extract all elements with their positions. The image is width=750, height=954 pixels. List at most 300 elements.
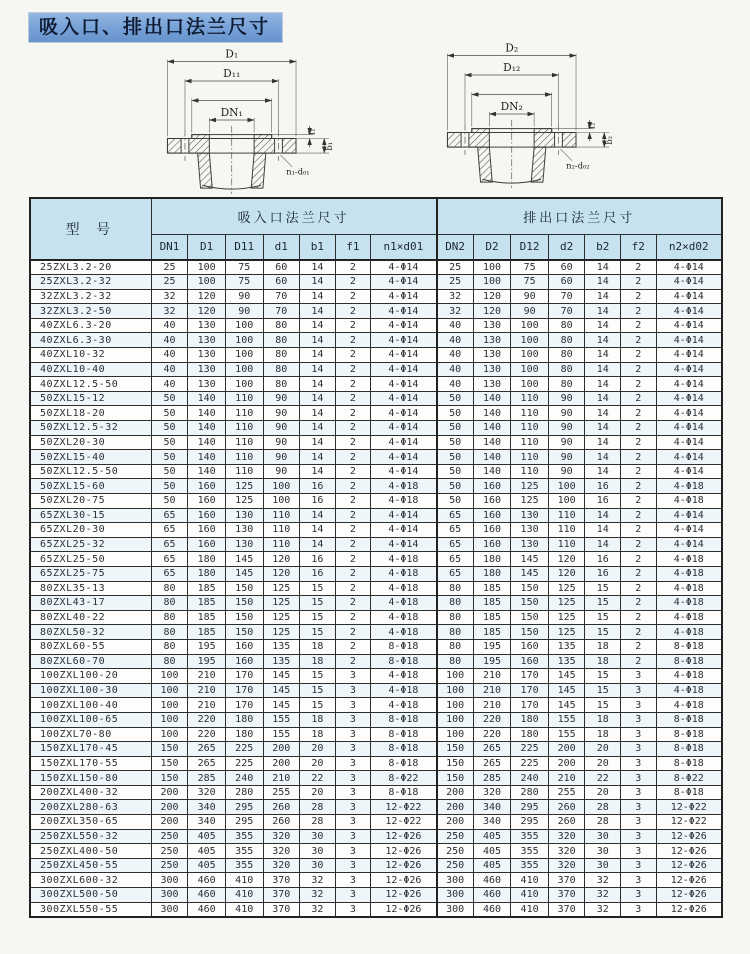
value-cell: 180 — [511, 727, 549, 742]
value-cell: 4-Φ14 — [656, 304, 722, 319]
value-cell: 130 — [188, 377, 226, 392]
suction-group-header: 吸入口法兰尺寸 — [151, 198, 436, 234]
value-cell: 80 — [263, 318, 300, 333]
table-row — [30, 873, 722, 888]
value-cell: 100 — [263, 479, 300, 494]
value-cell: 195 — [473, 654, 511, 669]
value-cell: 65 — [151, 508, 188, 523]
model-cell: 50ZXL12.5-50 — [30, 464, 151, 479]
col-header-b2: b2 — [585, 234, 621, 260]
value-cell: 14 — [585, 391, 621, 406]
value-cell: 4-Φ14 — [656, 348, 722, 363]
value-cell: 155 — [548, 712, 585, 727]
value-cell: 14 — [585, 523, 621, 538]
value-cell: 280 — [225, 785, 263, 800]
table-row — [30, 391, 722, 406]
value-cell: 16 — [300, 479, 336, 494]
value-cell: 2 — [621, 362, 657, 377]
col-header-dn2: DN2 — [437, 234, 474, 260]
value-cell: 50 — [151, 494, 188, 509]
value-cell: 40 — [151, 362, 188, 377]
value-cell: 120 — [263, 552, 300, 567]
col-header-f1: f1 — [335, 234, 371, 260]
value-cell: 320 — [263, 858, 300, 873]
value-cell: 65 — [151, 552, 188, 567]
flange-cross-section — [167, 126, 296, 194]
value-cell: 3 — [621, 771, 657, 786]
value-cell: 145 — [548, 669, 585, 684]
value-cell: 14 — [300, 391, 336, 406]
value-cell: 3 — [335, 815, 371, 830]
table-row — [30, 450, 722, 465]
value-cell: 4-Φ14 — [656, 421, 722, 436]
value-cell: 4-Φ14 — [656, 537, 722, 552]
value-cell: 260 — [263, 815, 300, 830]
value-cell: 3 — [621, 742, 657, 757]
value-cell: 155 — [263, 712, 300, 727]
dim-label-face-height: f₂ — [586, 122, 597, 129]
value-cell: 2 — [621, 537, 657, 552]
value-cell: 75 — [225, 275, 263, 290]
value-cell: 370 — [263, 902, 300, 917]
value-cell: 320 — [263, 829, 300, 844]
value-cell: 100 — [263, 494, 300, 509]
value-cell: 2 — [621, 494, 657, 509]
value-cell: 150 — [437, 742, 474, 757]
value-cell: 250 — [151, 829, 188, 844]
value-cell: 50 — [437, 464, 474, 479]
value-cell: 170 — [225, 669, 263, 684]
value-cell: 50 — [151, 435, 188, 450]
value-cell: 14 — [300, 523, 336, 538]
value-cell: 12-Φ26 — [371, 858, 437, 873]
table-row — [30, 260, 722, 275]
value-cell: 405 — [188, 844, 226, 859]
model-cell: 50ZXL15-60 — [30, 479, 151, 494]
value-cell: 3 — [621, 844, 657, 859]
value-cell: 225 — [511, 756, 549, 771]
value-cell: 50 — [437, 450, 474, 465]
value-cell: 8-Φ18 — [656, 727, 722, 742]
value-cell: 40 — [151, 333, 188, 348]
value-cell: 160 — [188, 537, 226, 552]
value-cell: 2 — [621, 625, 657, 640]
value-cell: 160 — [188, 523, 226, 538]
value-cell: 4-Φ14 — [371, 333, 437, 348]
value-cell: 80 — [437, 639, 474, 654]
value-cell: 90 — [548, 435, 585, 450]
value-cell: 28 — [585, 800, 621, 815]
value-cell: 185 — [473, 596, 511, 611]
col-header-dn1: DN1 — [151, 234, 188, 260]
value-cell: 2 — [335, 610, 371, 625]
value-cell: 265 — [188, 756, 226, 771]
value-cell: 80 — [437, 654, 474, 669]
value-cell: 14 — [585, 537, 621, 552]
value-cell: 130 — [225, 508, 263, 523]
value-cell: 100 — [511, 348, 549, 363]
value-cell: 12-Φ22 — [656, 800, 722, 815]
value-cell: 65 — [151, 537, 188, 552]
value-cell: 90 — [548, 421, 585, 436]
value-cell: 320 — [188, 785, 226, 800]
value-cell: 125 — [511, 494, 549, 509]
value-cell: 185 — [188, 610, 226, 625]
value-cell: 160 — [473, 523, 511, 538]
value-cell: 3 — [335, 829, 371, 844]
value-cell: 40 — [437, 318, 474, 333]
value-cell: 4-Φ14 — [656, 377, 722, 392]
value-cell: 140 — [473, 450, 511, 465]
dimension-lines — [167, 48, 334, 177]
value-cell: 125 — [548, 581, 585, 596]
value-cell: 32 — [585, 888, 621, 903]
value-cell: 4-Φ14 — [371, 377, 437, 392]
value-cell: 15 — [300, 683, 336, 698]
value-cell: 370 — [548, 873, 585, 888]
value-cell: 460 — [188, 873, 226, 888]
model-cell: 150ZXL170-55 — [30, 756, 151, 771]
value-cell: 3 — [335, 742, 371, 757]
value-cell: 4-Φ18 — [656, 683, 722, 698]
value-cell: 4-Φ14 — [656, 333, 722, 348]
model-cell: 80ZXL40-22 — [30, 610, 151, 625]
value-cell: 110 — [263, 508, 300, 523]
col-header-d1: D1 — [188, 234, 226, 260]
value-cell: 8-Φ18 — [371, 654, 437, 669]
model-cell: 200ZXL350-65 — [30, 815, 151, 830]
value-cell: 15 — [585, 581, 621, 596]
value-cell: 125 — [548, 610, 585, 625]
value-cell: 370 — [548, 888, 585, 903]
value-cell: 2 — [335, 406, 371, 421]
value-cell: 100 — [225, 333, 263, 348]
model-cell: 40ZXL10-40 — [30, 362, 151, 377]
value-cell: 2 — [335, 377, 371, 392]
table-row — [30, 742, 722, 757]
table-row — [30, 348, 722, 363]
value-cell: 200 — [548, 742, 585, 757]
value-cell: 18 — [300, 639, 336, 654]
model-cell: 80ZXL35-13 — [30, 581, 151, 596]
flange-dimensions-table — [29, 197, 723, 918]
value-cell: 65 — [151, 523, 188, 538]
value-cell: 285 — [473, 771, 511, 786]
value-cell: 4-Φ14 — [371, 421, 437, 436]
dim-label-outer-diameter: D₁ — [225, 47, 239, 61]
value-cell: 20 — [300, 756, 336, 771]
model-cell: 50ZXL20-75 — [30, 494, 151, 509]
model-cell: 40ZXL6.3-20 — [30, 318, 151, 333]
value-cell: 220 — [188, 727, 226, 742]
value-cell: 110 — [511, 421, 549, 436]
value-cell: 20 — [585, 742, 621, 757]
model-cell: 80ZXL60-55 — [30, 639, 151, 654]
value-cell: 25 — [437, 260, 474, 275]
value-cell: 150 — [511, 625, 549, 640]
value-cell: 145 — [225, 566, 263, 581]
value-cell: 170 — [511, 683, 549, 698]
value-cell: 300 — [437, 888, 474, 903]
value-cell: 14 — [585, 450, 621, 465]
value-cell: 15 — [585, 698, 621, 713]
value-cell: 80 — [151, 654, 188, 669]
value-cell: 195 — [188, 639, 226, 654]
value-cell: 200 — [263, 756, 300, 771]
value-cell: 2 — [621, 435, 657, 450]
value-cell: 22 — [300, 771, 336, 786]
value-cell: 145 — [263, 683, 300, 698]
value-cell: 160 — [225, 654, 263, 669]
value-cell: 255 — [263, 785, 300, 800]
value-cell: 2 — [335, 479, 371, 494]
value-cell: 150 — [225, 596, 263, 611]
value-cell: 220 — [473, 712, 511, 727]
value-cell: 150 — [151, 771, 188, 786]
value-cell: 3 — [621, 800, 657, 815]
value-cell: 75 — [511, 260, 549, 275]
value-cell: 295 — [225, 800, 263, 815]
value-cell: 4-Φ14 — [656, 406, 722, 421]
value-cell: 100 — [225, 377, 263, 392]
value-cell: 4-Φ14 — [371, 362, 437, 377]
value-cell: 110 — [511, 464, 549, 479]
value-cell: 4-Φ14 — [371, 523, 437, 538]
value-cell: 40 — [437, 362, 474, 377]
value-cell: 200 — [437, 815, 474, 830]
value-cell: 185 — [188, 596, 226, 611]
value-cell: 110 — [511, 435, 549, 450]
table-row — [30, 508, 722, 523]
value-cell: 14 — [585, 260, 621, 275]
value-cell: 2 — [335, 450, 371, 465]
value-cell: 250 — [437, 844, 474, 859]
value-cell: 100 — [151, 683, 188, 698]
value-cell: 50 — [151, 450, 188, 465]
model-cell: 65ZXL25-32 — [30, 537, 151, 552]
value-cell: 3 — [335, 785, 371, 800]
value-cell: 50 — [437, 391, 474, 406]
value-cell: 3 — [335, 756, 371, 771]
value-cell: 50 — [151, 421, 188, 436]
value-cell: 295 — [511, 815, 549, 830]
value-cell: 150 — [225, 625, 263, 640]
value-cell: 100 — [188, 275, 226, 290]
value-cell: 120 — [548, 566, 585, 581]
value-cell: 100 — [548, 479, 585, 494]
value-cell: 8-Φ18 — [371, 639, 437, 654]
value-cell: 260 — [548, 800, 585, 815]
value-cell: 100 — [511, 333, 549, 348]
dim-label-thickness: b₁ — [324, 141, 335, 151]
value-cell: 410 — [511, 873, 549, 888]
value-cell: 80 — [548, 318, 585, 333]
model-cell: 50ZXL18-20 — [30, 406, 151, 421]
value-cell: 15 — [300, 610, 336, 625]
value-cell: 14 — [300, 304, 336, 319]
value-cell: 140 — [188, 464, 226, 479]
value-cell: 100 — [473, 260, 511, 275]
value-cell: 140 — [473, 406, 511, 421]
value-cell: 200 — [151, 785, 188, 800]
model-cell: 32ZXL3.2-50 — [30, 304, 151, 319]
value-cell: 2 — [621, 275, 657, 290]
table-row — [30, 275, 722, 290]
value-cell: 2 — [335, 289, 371, 304]
value-cell: 2 — [621, 406, 657, 421]
value-cell: 20 — [585, 756, 621, 771]
value-cell: 3 — [621, 815, 657, 830]
value-cell: 320 — [548, 829, 585, 844]
value-cell: 16 — [300, 566, 336, 581]
value-cell: 40 — [437, 377, 474, 392]
value-cell: 2 — [335, 581, 371, 596]
value-cell: 145 — [511, 552, 549, 567]
value-cell: 460 — [473, 873, 511, 888]
value-cell: 8-Φ18 — [371, 742, 437, 757]
value-cell: 2 — [335, 523, 371, 538]
value-cell: 12-Φ26 — [371, 873, 437, 888]
model-cell: 200ZXL400-32 — [30, 785, 151, 800]
value-cell: 125 — [225, 494, 263, 509]
col-header-d2: D2 — [473, 234, 511, 260]
value-cell: 80 — [151, 596, 188, 611]
value-cell: 110 — [225, 391, 263, 406]
value-cell: 8-Φ18 — [656, 756, 722, 771]
value-cell: 320 — [548, 858, 585, 873]
value-cell: 2 — [335, 566, 371, 581]
value-cell: 14 — [585, 421, 621, 436]
value-cell: 15 — [585, 683, 621, 698]
value-cell: 100 — [151, 698, 188, 713]
value-cell: 195 — [473, 639, 511, 654]
value-cell: 180 — [473, 566, 511, 581]
value-cell: 14 — [300, 289, 336, 304]
model-cell: 25ZXL3.2-20 — [30, 260, 151, 275]
value-cell: 12-Φ26 — [656, 829, 722, 844]
value-cell: 2 — [335, 333, 371, 348]
model-cell: 100ZXL100-30 — [30, 683, 151, 698]
table-row — [30, 771, 722, 786]
model-cell: 50ZXL15-12 — [30, 391, 151, 406]
value-cell: 12-Φ26 — [656, 844, 722, 859]
value-cell: 120 — [263, 566, 300, 581]
value-cell: 135 — [263, 639, 300, 654]
value-cell: 240 — [225, 771, 263, 786]
value-cell: 15 — [300, 625, 336, 640]
value-cell: 405 — [188, 829, 226, 844]
value-cell: 2 — [621, 289, 657, 304]
value-cell: 145 — [263, 698, 300, 713]
value-cell: 3 — [621, 712, 657, 727]
model-cell: 80ZXL60-70 — [30, 654, 151, 669]
value-cell: 30 — [585, 844, 621, 859]
value-cell: 8-Φ22 — [371, 771, 437, 786]
value-cell: 100 — [151, 712, 188, 727]
value-cell: 4-Φ14 — [371, 508, 437, 523]
table-row — [30, 888, 722, 903]
value-cell: 3 — [335, 800, 371, 815]
table-row — [30, 756, 722, 771]
value-cell: 14 — [300, 260, 336, 275]
value-cell: 110 — [511, 391, 549, 406]
value-cell: 405 — [188, 858, 226, 873]
value-cell: 130 — [225, 523, 263, 538]
value-cell: 265 — [473, 756, 511, 771]
value-cell: 180 — [473, 552, 511, 567]
value-cell: 12-Φ26 — [656, 902, 722, 917]
value-cell: 4-Φ18 — [656, 479, 722, 494]
value-cell: 2 — [621, 333, 657, 348]
value-cell: 30 — [585, 829, 621, 844]
value-cell: 2 — [621, 260, 657, 275]
value-cell: 18 — [300, 654, 336, 669]
table-row — [30, 639, 722, 654]
value-cell: 130 — [473, 362, 511, 377]
value-cell: 14 — [300, 333, 336, 348]
table-row — [30, 800, 722, 815]
table-row — [30, 610, 722, 625]
value-cell: 320 — [263, 844, 300, 859]
value-cell: 180 — [188, 566, 226, 581]
value-cell: 16 — [585, 479, 621, 494]
value-cell: 300 — [437, 873, 474, 888]
value-cell: 80 — [263, 348, 300, 363]
model-cell: 100ZXL100-20 — [30, 669, 151, 684]
discharge-flange-diagram — [418, 38, 623, 188]
value-cell: 3 — [621, 727, 657, 742]
model-cell: 40ZXL6.3-30 — [30, 333, 151, 348]
col-header-b1: b1 — [300, 234, 336, 260]
value-cell: 2 — [335, 552, 371, 567]
value-cell: 125 — [263, 581, 300, 596]
value-cell: 125 — [263, 625, 300, 640]
value-cell: 4-Φ18 — [656, 698, 722, 713]
value-cell: 2 — [621, 639, 657, 654]
value-cell: 405 — [473, 829, 511, 844]
value-cell: 150 — [511, 596, 549, 611]
value-cell: 150 — [437, 771, 474, 786]
value-cell: 4-Φ18 — [371, 669, 437, 684]
value-cell: 320 — [548, 844, 585, 859]
value-cell: 110 — [548, 523, 585, 538]
model-cell: 50ZXL20-30 — [30, 435, 151, 450]
value-cell: 160 — [511, 654, 549, 669]
value-cell: 2 — [621, 391, 657, 406]
table-row — [30, 858, 722, 873]
model-column-header: 型 号 — [30, 198, 151, 260]
value-cell: 14 — [300, 450, 336, 465]
dim-label-outer-diameter: D₂ — [505, 41, 519, 55]
table-row — [30, 654, 722, 669]
value-cell: 12-Φ22 — [371, 815, 437, 830]
value-cell: 150 — [511, 610, 549, 625]
dimension-lines — [447, 42, 614, 171]
value-cell: 220 — [473, 727, 511, 742]
value-cell: 225 — [225, 756, 263, 771]
value-cell: 260 — [263, 800, 300, 815]
table-row — [30, 698, 722, 713]
value-cell: 14 — [585, 435, 621, 450]
table-row — [30, 377, 722, 392]
value-cell: 50 — [151, 391, 188, 406]
value-cell: 140 — [473, 464, 511, 479]
value-cell: 300 — [437, 902, 474, 917]
value-cell: 300 — [151, 888, 188, 903]
table-row — [30, 581, 722, 596]
value-cell: 90 — [263, 450, 300, 465]
value-cell: 370 — [263, 888, 300, 903]
